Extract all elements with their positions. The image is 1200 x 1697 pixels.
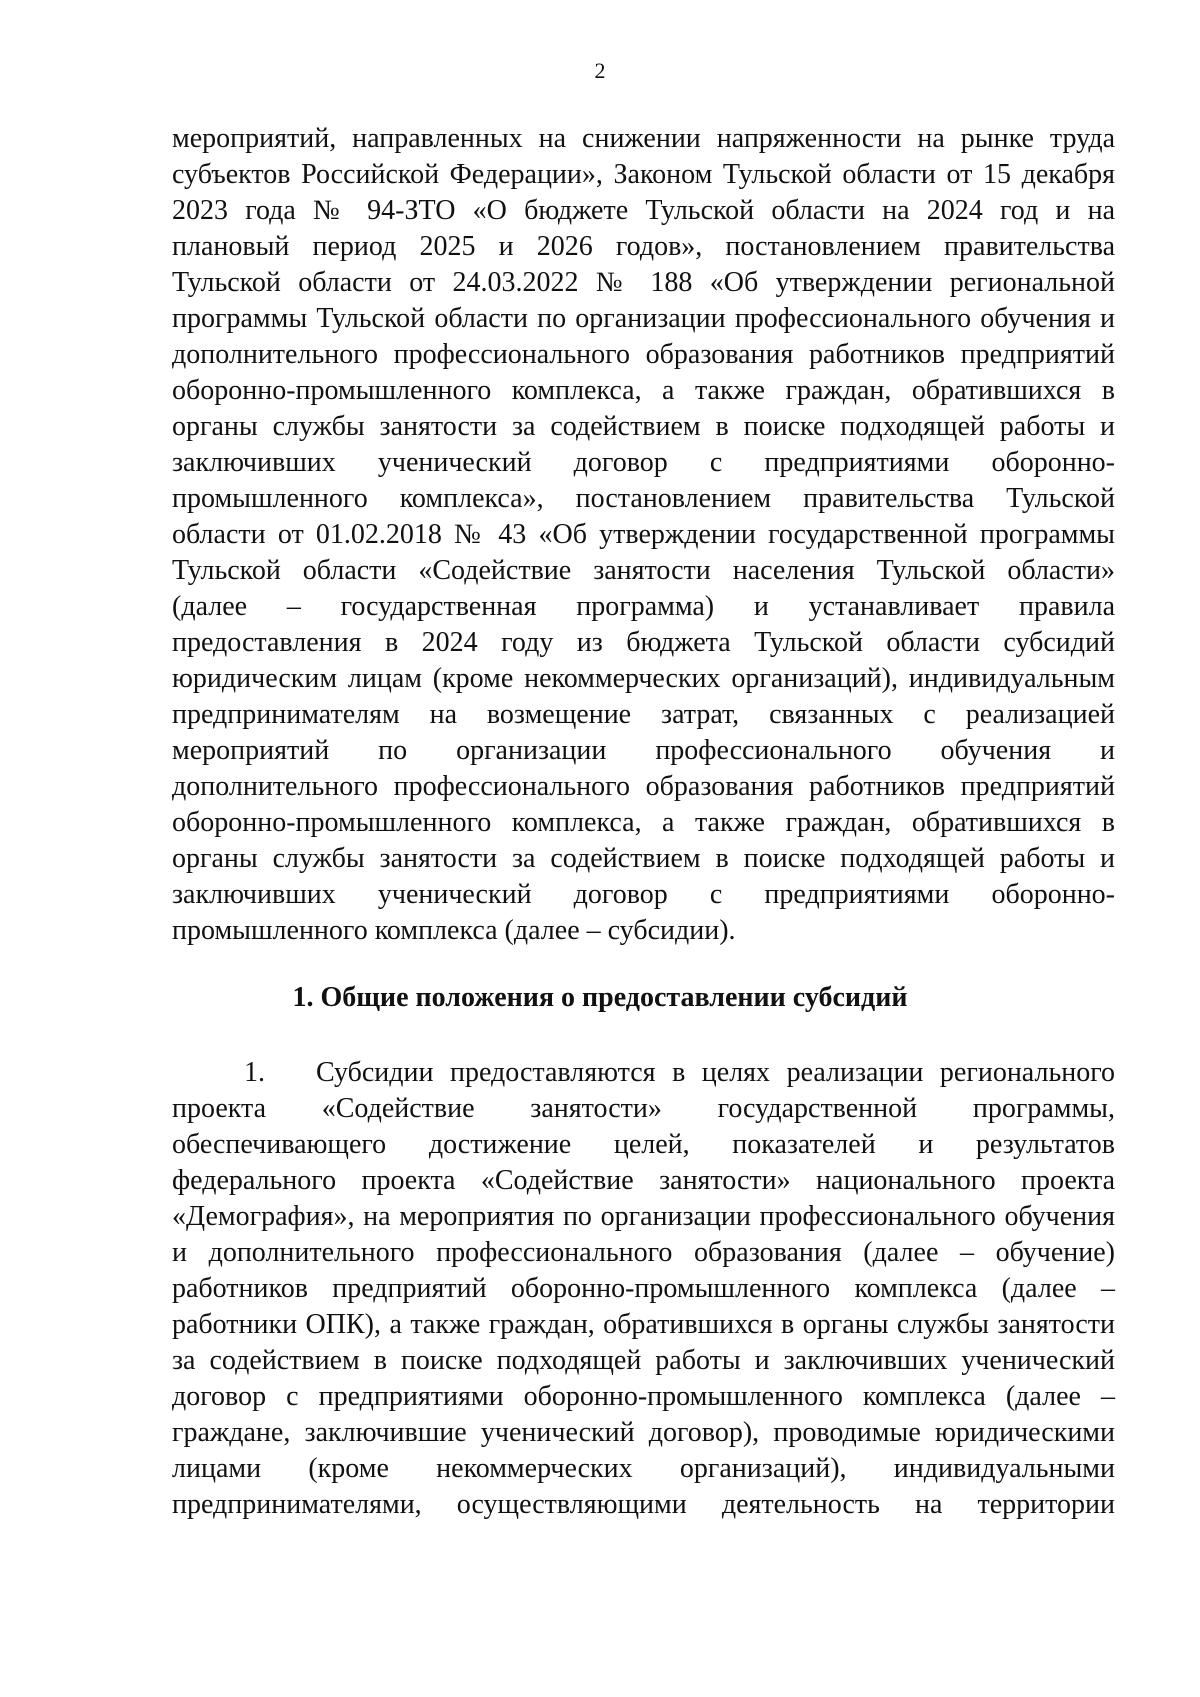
paragraph-line: промышленного комплекса (далее – субсидии). xyxy=(172,915,736,946)
paragraph-line: органы службы занятости за содействием в поиске подходящей работы и xyxy=(172,843,1115,874)
item-number: 1. xyxy=(244,1057,265,1088)
paragraph-line: за содействием в поиске подходящей работы и заключивших ученический xyxy=(172,1345,1115,1376)
section-heading: 1. Общие положения о предоставлении субсидий xyxy=(292,982,908,1013)
paragraph-line: мероприятий по организации профессионального обучения и xyxy=(172,735,1115,766)
paragraph-line: работники ОПК), а также граждан, обратившихся в органы службы занятости xyxy=(172,1309,1115,1340)
paragraph-line: обеспечивающего достижение целей, показателей и результатов xyxy=(172,1129,1115,1160)
paragraph-line: лицами (кроме некоммерческих организаций), индивидуальными xyxy=(172,1453,1115,1484)
paragraph-line: заключивших ученический договор с предприятиями оборонно- xyxy=(172,879,1115,910)
paragraph-line: промышленного комплекса», постановлением правительства Тульской xyxy=(172,483,1115,514)
page-number: 2 xyxy=(594,58,606,83)
paragraph-line: плановый период 2025 и 2026 годов», постановлением правительства xyxy=(172,231,1115,262)
paragraph-line: оборонно-промышленного комплекса, а также граждан, обратившихся в xyxy=(172,375,1115,406)
intro-paragraph xyxy=(172,121,1115,949)
paragraph-line: Тульской области от 24.03.2022 № 188 «Об утверждении региональной xyxy=(172,267,1115,298)
paragraph-line: проекта «Содействие занятости» государственной программы, xyxy=(172,1093,1115,1124)
paragraph-line: предпринимателями, осуществляющими деятельность на территории xyxy=(172,1489,1115,1520)
paragraph-line: дополнительного профессионального образования работников предприятий xyxy=(172,339,1115,370)
paragraph-line: и дополнительного профессионального образования (далее – обучение) xyxy=(172,1237,1115,1268)
paragraph-line: Тульской области «Содействие занятости населения Тульской области» xyxy=(172,555,1115,586)
paragraph-line: дополнительного профессионального образования работников предприятий xyxy=(172,771,1115,802)
paragraph-line: (далее – государственная программа) и устанавливает правила xyxy=(172,591,1115,622)
paragraph-line: договор с предприятиями оборонно-промышленного комплекса (далее – xyxy=(172,1381,1115,1412)
paragraph-line: субъектов Российской Федерации», Законом Тульской области от 15 декабря xyxy=(172,159,1115,190)
paragraph-line: мероприятий, направленных на снижении напряженности на рынке труда xyxy=(172,123,1115,154)
paragraph-line: граждане, заключившие ученический договор), проводимые юридическими xyxy=(172,1417,1115,1448)
paragraph-line: оборонно-промышленного комплекса, а также граждан, обратившихся в xyxy=(172,807,1115,838)
paragraph-line: 2023 года № 94-ЗТО «О бюджете Тульской области на 2024 год и на xyxy=(172,195,1115,226)
paragraph-line: области от 01.02.2018 № 43 «Об утверждении государственной программы xyxy=(172,519,1115,550)
paragraph-line: работников предприятий оборонно-промышленного комплекса (далее – xyxy=(172,1273,1115,1304)
paragraph-line: заключивших ученический договор с предприятиями оборонно- xyxy=(172,447,1115,478)
paragraph-line: предоставления в 2024 году из бюджета Тульской области субсидий xyxy=(172,627,1115,658)
paragraph-line: федерального проекта «Содействие занятости» национального проекта xyxy=(172,1165,1115,1196)
paragraph-line: Субсидии предоставляются в целях реализации регионального xyxy=(316,1057,1115,1088)
paragraph-line: программы Тульской области по организации профессионального обучения и xyxy=(172,303,1115,334)
item-first-line xyxy=(172,1055,1115,1091)
paragraph-line: «Демография», на мероприятия по организации профессионального обучения xyxy=(172,1201,1115,1232)
paragraph-line: юридическим лицам (кроме некоммерческих организаций), индивидуальным xyxy=(172,663,1115,694)
paragraph-line: предпринимателям на возмещение затрат, связанных с реализацией xyxy=(172,699,1115,730)
section-item-paragraph xyxy=(172,1055,1115,1523)
paragraph-line: органы службы занятости за содействием в поиске подходящей работы и xyxy=(172,411,1115,442)
